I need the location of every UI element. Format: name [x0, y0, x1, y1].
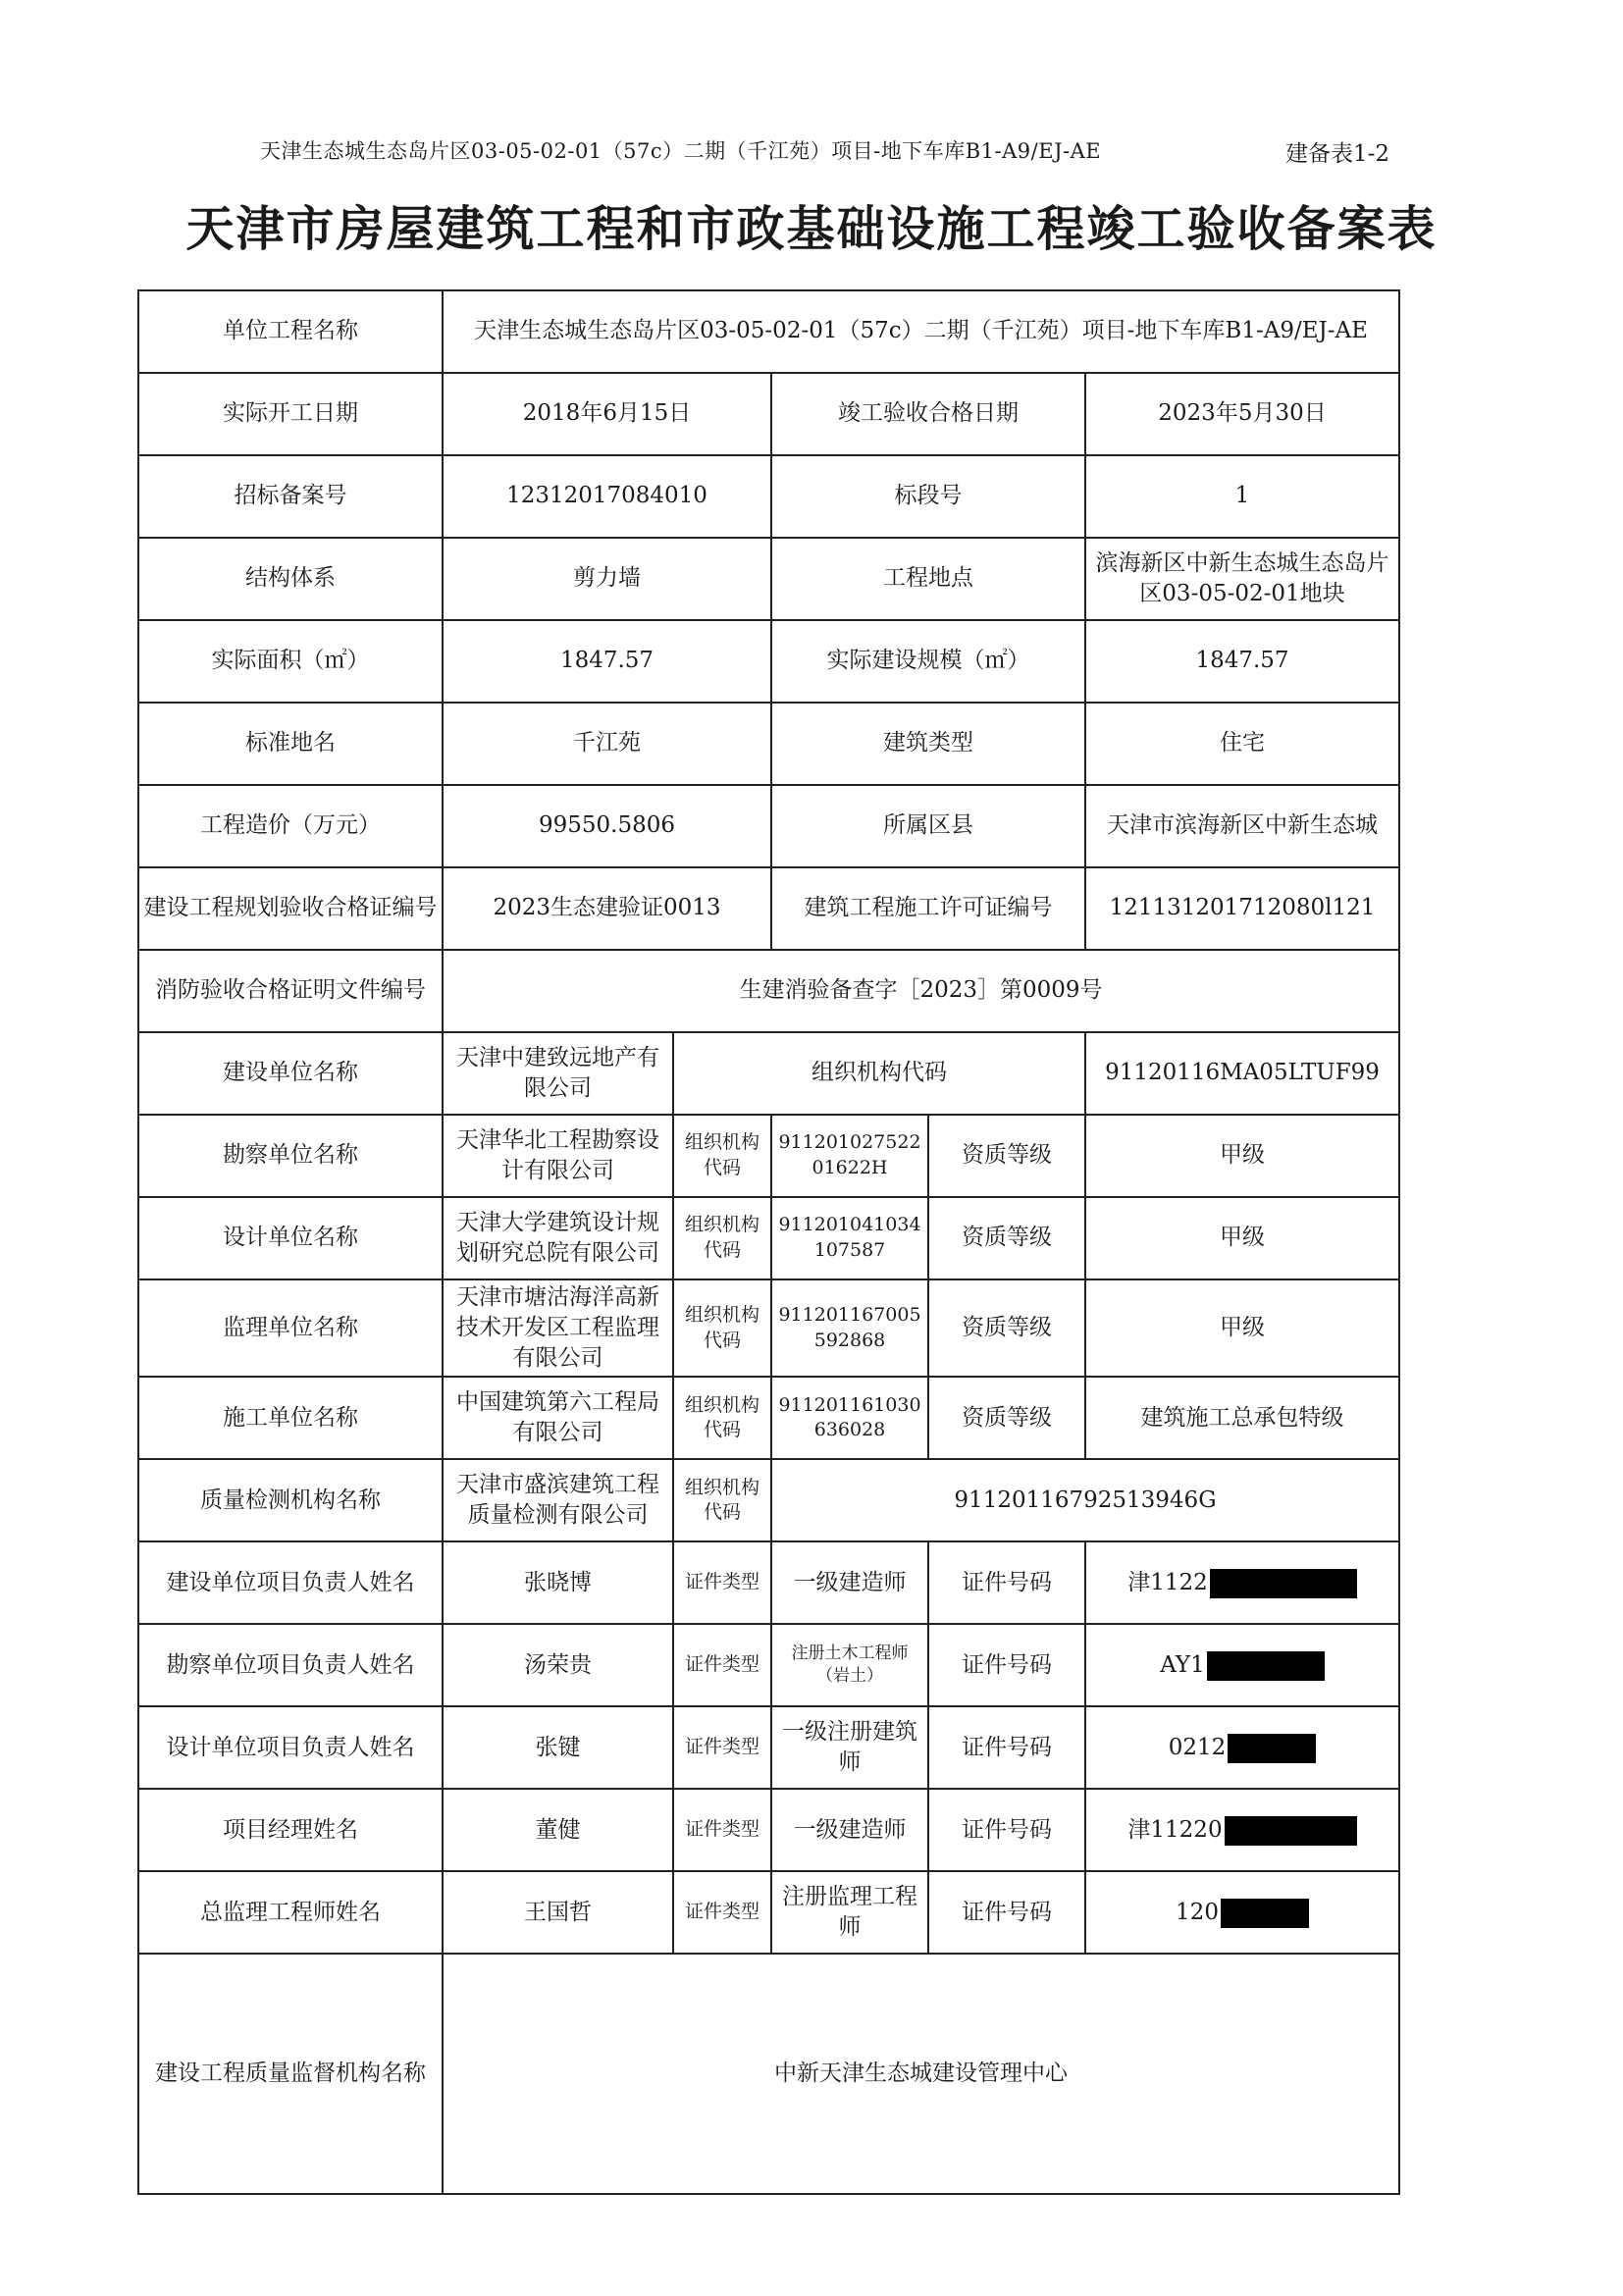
unit-qual-label: 资质等级 — [928, 1115, 1085, 1197]
person-type: 一级建造师 — [771, 1789, 928, 1871]
person-no-label: 证件号码 — [928, 1706, 1085, 1789]
form-number: 建备表1-2 — [1285, 141, 1390, 167]
unit-code: 911201167005592868 — [771, 1279, 928, 1377]
person-no-text: 0212 — [1168, 1734, 1227, 1760]
unit-label: 勘察单位名称 — [138, 1115, 443, 1197]
builder-code: 91120116MA05LTUF99 — [1085, 1032, 1399, 1115]
builder-name: 天津中建致远地产有限公司 — [443, 1032, 673, 1115]
unit-name: 天津华北工程勘察设计有限公司 — [443, 1115, 673, 1197]
row-fire — [138, 950, 1399, 1032]
person-role: 勘察单位项目负责人姓名 — [138, 1624, 443, 1706]
row-supervision-unit — [138, 1279, 1399, 1377]
builder-code-label: 组织机构代码 — [673, 1032, 1085, 1115]
scale-value: 1847.57 — [1085, 620, 1399, 703]
bid-value: 12312017084010 — [443, 455, 771, 538]
person-type-label: 证件类型 — [673, 1541, 771, 1624]
supervision-value: 中新天津生态城建设管理中心 — [443, 1954, 1399, 2194]
person-role: 设计单位项目负责人姓名 — [138, 1706, 443, 1789]
person-no — [1085, 1789, 1399, 1871]
person-type-label: 证件类型 — [673, 1789, 771, 1871]
area-value: 1847.57 — [443, 620, 771, 703]
row-place — [138, 703, 1399, 785]
start-date-value: 2018年6月15日 — [443, 373, 771, 455]
filing-table — [137, 289, 1400, 2195]
unit-label: 设计单位名称 — [138, 1197, 443, 1279]
row-project-name — [138, 290, 1399, 373]
person-type-label: 证件类型 — [673, 1624, 771, 1706]
row-construction-unit — [138, 1377, 1399, 1459]
supervision-label: 建设工程质量监督机构名称 — [138, 1954, 443, 2194]
person-no — [1085, 1706, 1399, 1789]
row-structure — [138, 538, 1399, 620]
project-name-label: 单位工程名称 — [138, 290, 443, 373]
person-name: 王国哲 — [443, 1871, 673, 1954]
header-project-line: 天津生态城生态岛片区03-05-02-01（57c）二期（千江苑）项目-地下车库B1-A9/EJ-AE — [260, 139, 1102, 163]
redaction-bar — [1207, 1651, 1325, 1681]
unit-qual: 甲级 — [1085, 1197, 1399, 1279]
unit-name: 中国建筑第六工程局有限公司 — [443, 1377, 673, 1459]
unit-code-label: 组织机构代码 — [673, 1377, 771, 1459]
start-date-label: 实际开工日期 — [138, 373, 443, 455]
unit-code: 91120102752201622H — [771, 1115, 928, 1197]
redaction-bar — [1228, 1734, 1316, 1763]
unit-qual-label: 资质等级 — [928, 1197, 1085, 1279]
unit-code: 911201161030636028 — [771, 1377, 928, 1459]
row-person — [138, 1871, 1399, 1954]
person-no-label: 证件号码 — [928, 1789, 1085, 1871]
planning-value: 2023生态建验证0013 — [443, 867, 771, 950]
testing-code-label: 组织机构代码 — [673, 1459, 771, 1541]
row-planning — [138, 867, 1399, 950]
person-type-label: 证件类型 — [673, 1871, 771, 1954]
testing-code: 91120116792513946G — [771, 1459, 1399, 1541]
unit-code-label: 组织机构代码 — [673, 1115, 771, 1197]
person-no — [1085, 1541, 1399, 1624]
unit-qual-label: 资质等级 — [928, 1377, 1085, 1459]
unit-name: 天津市塘沽海洋高新技术开发区工程监理有限公司 — [443, 1279, 673, 1377]
person-no-label: 证件号码 — [928, 1624, 1085, 1706]
row-area — [138, 620, 1399, 703]
unit-code-label: 组织机构代码 — [673, 1279, 771, 1377]
structure-label: 结构体系 — [138, 538, 443, 620]
district-value: 天津市滨海新区中新生态城 — [1085, 785, 1399, 867]
redaction-bar — [1225, 1816, 1357, 1846]
person-no-label: 证件号码 — [928, 1541, 1085, 1624]
permit-label: 建筑工程施工许可证编号 — [771, 867, 1085, 950]
person-name: 张键 — [443, 1706, 673, 1789]
fire-value: 生建消验备查字［2023］第0009号 — [443, 950, 1399, 1032]
planning-label: 建设工程规划验收合格证编号 — [138, 867, 443, 950]
unit-label: 施工单位名称 — [138, 1377, 443, 1459]
unit-name: 天津大学建筑设计规划研究总院有限公司 — [443, 1197, 673, 1279]
redaction-bar — [1210, 1569, 1357, 1598]
building-type-label: 建筑类型 — [771, 703, 1085, 785]
cost-value: 99550.5806 — [443, 785, 771, 867]
cost-label: 工程造价（万元） — [138, 785, 443, 867]
row-design-unit — [138, 1197, 1399, 1279]
unit-qual-label: 资质等级 — [928, 1279, 1085, 1377]
seal-stamp — [1531, 1540, 1609, 1835]
accept-date-value: 2023年5月30日 — [1085, 373, 1399, 455]
row-person — [138, 1624, 1399, 1706]
bid-label: 招标备案号 — [138, 455, 443, 538]
person-type-label: 证件类型 — [673, 1706, 771, 1789]
person-no-label: 证件号码 — [928, 1871, 1085, 1954]
person-role: 总监理工程师姓名 — [138, 1871, 443, 1954]
location-value: 滨海新区中新生态城生态岛片区03-05-02-01地块 — [1085, 538, 1399, 620]
testing-name: 天津市盛滨建筑工程质量检测有限公司 — [443, 1459, 673, 1541]
page-title: 天津市房屋建筑工程和市政基础设施工程竣工验收备案表 — [185, 201, 1438, 257]
row-supervision-agency — [138, 1954, 1399, 2194]
section-label: 标段号 — [771, 455, 1085, 538]
accept-date-label: 竣工验收合格日期 — [771, 373, 1085, 455]
person-no-text: 120 — [1176, 1899, 1219, 1925]
person-role: 项目经理姓名 — [138, 1789, 443, 1871]
builder-label: 建设单位名称 — [138, 1032, 443, 1115]
district-label: 所属区县 — [771, 785, 1085, 867]
scale-label: 实际建设规模（㎡） — [771, 620, 1085, 703]
person-type: 一级注册建筑师 — [771, 1706, 928, 1789]
unit-code: 911201041034107587 — [771, 1197, 928, 1279]
building-type-value: 住宅 — [1085, 703, 1399, 785]
row-person — [138, 1789, 1399, 1871]
person-no-text: 津1122 — [1127, 1569, 1208, 1595]
row-dates — [138, 373, 1399, 455]
person-no-text: AY1 — [1160, 1651, 1205, 1678]
person-name: 董健 — [443, 1789, 673, 1871]
person-type: 注册土木工程师（岩土） — [771, 1624, 928, 1706]
person-type: 注册监理工程师 — [771, 1871, 928, 1954]
location-label: 工程地点 — [771, 538, 1085, 620]
place-value: 千江苑 — [443, 703, 771, 785]
person-no — [1085, 1871, 1399, 1954]
redaction-bar — [1221, 1899, 1309, 1928]
testing-label: 质量检测机构名称 — [138, 1459, 443, 1541]
unit-qual: 甲级 — [1085, 1115, 1399, 1197]
row-builder — [138, 1032, 1399, 1115]
person-role: 建设单位项目负责人姓名 — [138, 1541, 443, 1624]
unit-label: 监理单位名称 — [138, 1279, 443, 1377]
fire-label: 消防验收合格证明文件编号 — [138, 950, 443, 1032]
project-name-value: 天津生态城生态岛片区03-05-02-01（57c）二期（千江苑）项目-地下车库B1-A9/EJ-AE — [443, 290, 1399, 373]
row-bid — [138, 455, 1399, 538]
unit-qual: 建筑施工总承包特级 — [1085, 1377, 1399, 1459]
place-label: 标准地名 — [138, 703, 443, 785]
person-name: 汤荣贵 — [443, 1624, 673, 1706]
unit-qual: 甲级 — [1085, 1279, 1399, 1377]
row-person — [138, 1541, 1399, 1624]
row-testing — [138, 1459, 1399, 1541]
unit-code-label: 组织机构代码 — [673, 1197, 771, 1279]
row-cost — [138, 785, 1399, 867]
person-no-text: 津11220 — [1127, 1816, 1223, 1843]
person-type: 一级建造师 — [771, 1541, 928, 1624]
area-label: 实际面积（㎡） — [138, 620, 443, 703]
person-no — [1085, 1624, 1399, 1706]
row-survey-unit — [138, 1115, 1399, 1197]
row-person — [138, 1706, 1399, 1789]
person-name: 张晓博 — [443, 1541, 673, 1624]
section-value: 1 — [1085, 455, 1399, 538]
structure-value: 剪力墙 — [443, 538, 771, 620]
permit-value: 121131201712080l121 — [1085, 867, 1399, 950]
